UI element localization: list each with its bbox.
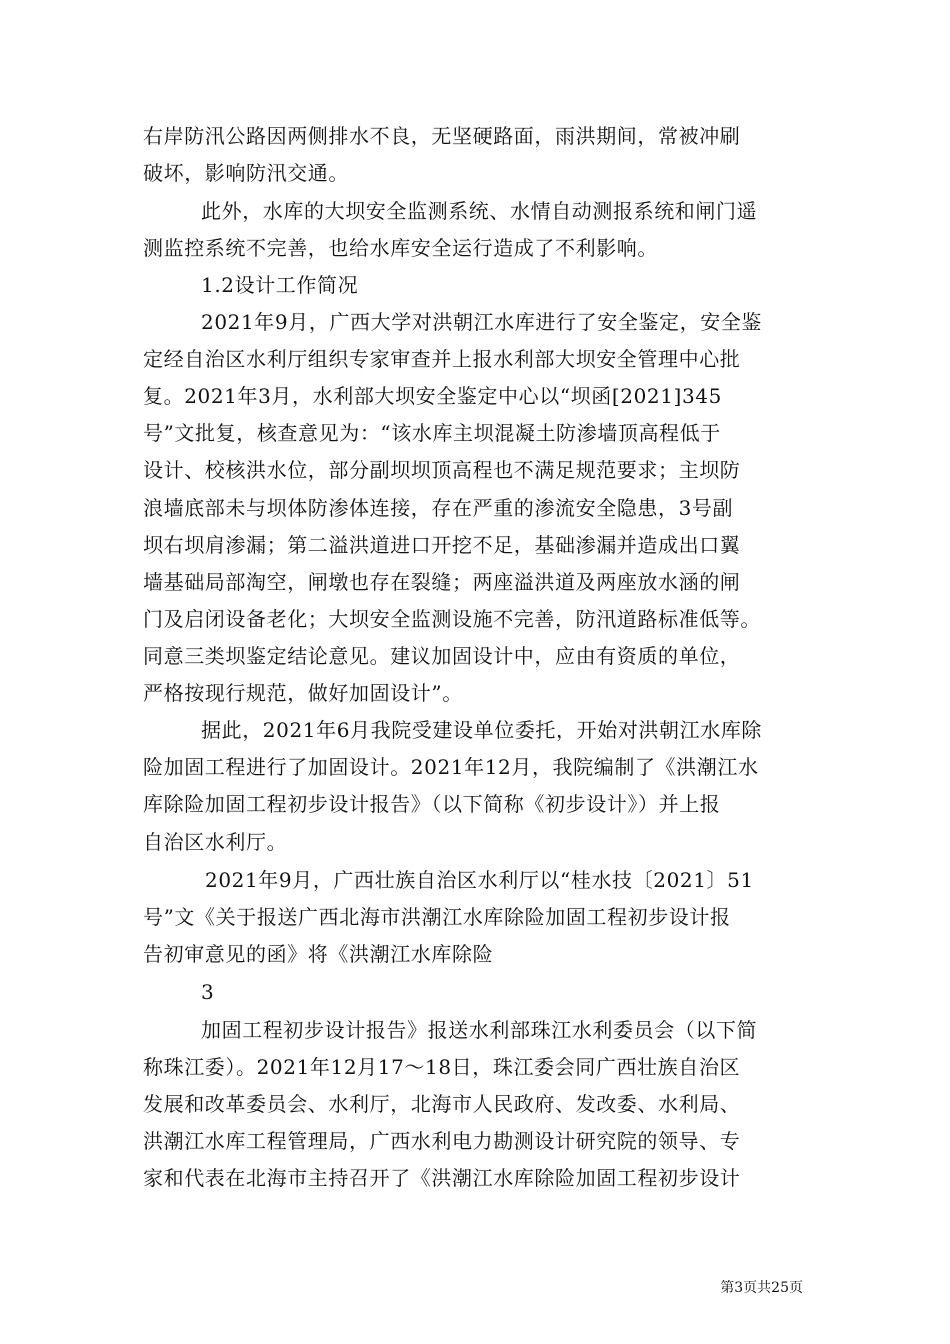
text-line: 定经自治区水利厅组织专家审查并上报水利部大坝安全管理中心批 bbox=[143, 347, 741, 371]
text-line: 洪潮江水库工程管理局，广西水利电力勘测设计研究院的领导、专 bbox=[143, 1129, 741, 1153]
text-line: 坝右坝肩渗漏；第二溢洪道进口开挖不足，基础渗漏并造成出口翼 bbox=[143, 533, 741, 557]
text-line: 严格按现行规范，做好加固设计”。 bbox=[143, 681, 463, 705]
text-line: 称珠江委）。2021年12月17～18日，珠江委会同广西壮族自治区 bbox=[143, 1055, 741, 1079]
text-line: 此外，水库的大坝安全监测系统、水情自动测报系统和闸门遥 bbox=[201, 199, 758, 223]
section-heading: 1.2设计工作简况 bbox=[201, 273, 359, 297]
text-line: 门及启闭设备老化；大坝安全监测设施不完善，防汛道路标准低等。 bbox=[143, 607, 761, 631]
text-line: 2021年9月，广西大学对洪朝江水库进行了安全鉴定，安全鉴 bbox=[201, 310, 763, 334]
text-line: 浪墙底部未与坝体防渗体连接，存在严重的渗流安全隐患，3号副 bbox=[143, 496, 734, 520]
text-line: 加固工程初步设计报告》报送水利部珠江水利委员会（以下简 bbox=[201, 1018, 758, 1042]
text-line: 发展和改革委员会、水利厅，北海市人民政府、发改委、水利局、 bbox=[143, 1092, 741, 1116]
text-line: 据此，2021年6月我院受建设单位委托，开始对洪朝江水库除 bbox=[201, 718, 763, 742]
text-line: 险加固工程进行了加固设计。2021年12月，我院编制了《洪潮江水 bbox=[143, 755, 759, 779]
text-line: 同意三类坝鉴定结论意见。建议加固设计中，应由有资质的单位， bbox=[143, 644, 741, 668]
text-line: 自治区水利厅。 bbox=[143, 830, 288, 854]
text-line: 右岸防汛公路因两侧排水不良，无坚硬路面，雨洪期间，常被冲刷 bbox=[143, 124, 741, 148]
page-marker: 3 bbox=[201, 980, 215, 1004]
text-line: 测监控系统不完善，也给水库安全运行造成了不利影响。 bbox=[143, 236, 658, 260]
text-line: 库除险加固工程初步设计报告》（以下简称《初步设计》）并上报 bbox=[143, 792, 721, 816]
text-line: 号”文《关于报送广西北海市洪潮江水库除险加固工程初步设计报 bbox=[143, 905, 731, 929]
text-line: 破坏，影响防汛交通。 bbox=[143, 161, 349, 185]
text-line: 家和代表在北海市主持召开了《洪潮江水库除险加固工程初步设计 bbox=[143, 1166, 741, 1190]
text-line: 设计、校核洪水位，部分副坝坝顶高程也不满足规范要求；主坝防 bbox=[143, 458, 741, 482]
page-footer: 第3页共25页 bbox=[720, 1280, 803, 1296]
text-line: 号”文批复，核查意见为：“该水库主坝混凝土防渗墙顶高程低于 bbox=[143, 421, 721, 445]
text-line: 墙基础局部淘空，闸墩也存在裂缝；两座溢洪道及两座放水涵的闸 bbox=[143, 570, 741, 594]
text-line: 2021年9月，广西壮族自治区水利厅以“桂水技〔2021〕51 bbox=[205, 868, 754, 892]
text-line: 复。2021年3月，水利部大坝安全鉴定中心以“坝函[2021]345 bbox=[143, 384, 722, 408]
text-line: 告初审意见的函》将《洪潮江水库除险 bbox=[143, 942, 494, 966]
